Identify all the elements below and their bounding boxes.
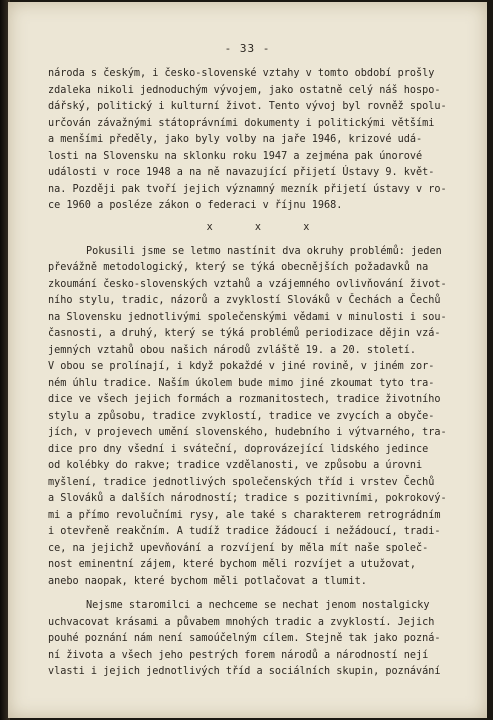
text-line: stylu a způsobu, tradice zvyklostí, tradice ve zvycích a obyče-	[48, 410, 435, 422]
text-line: dice ve všech jejich formách a rozmanitostech, tradice životního	[48, 394, 441, 405]
text-line: jemných vztahů obou našich národů zvláště 19. a 20. století.	[48, 344, 417, 356]
section-separator: x x x	[206, 221, 328, 233]
text-line: ném úhlu tradice. Naším úkolem bude mimo jiné zkoumat tyto tra-	[48, 377, 435, 389]
body-text	[48, 66, 468, 681]
text-line: dářský, politický i kulturní život. Tento vývoj byl rovněž spolu-	[48, 101, 447, 112]
text-line: mi a přímo revolučními rysy, ale také s charakterem retrográdním	[48, 509, 441, 521]
text-line: na Slovensku jednotlivými společenskými vědami v minulosti i sou-	[48, 311, 447, 323]
text-line: i otevřeně reakčním. A tudíž tradice žádoucí i nežádoucí, tradi-	[48, 526, 441, 537]
text-line: V obou se prolínají, i když pokaždé v jiné rovině, v jiném zor-	[48, 361, 435, 372]
paragraph-3	[48, 598, 468, 681]
text-line: ce 1960 a posléze zákon o federaci v říjnu 1968.	[48, 200, 343, 211]
text-line: jích, v projevech umění slovenského, hudebního i výtvarného, tra-	[48, 427, 447, 438]
text-line: určován závažnými státoprávními dokumenty i politickými většími	[48, 117, 435, 129]
text-line: ce, na jejichž upevňování a rozvíjení by měla mít naše společ-	[48, 542, 429, 554]
text-line: na. Později pak tvoří jejich významný mezník přijetí ústavy v ro-	[48, 183, 447, 195]
text-line: převážně metodologický, který se týká obecnějších požadavků na	[48, 262, 429, 273]
text-line: pouhé poznání nám není samoúčelným cílem. Stejně tak jako pozná-	[48, 633, 441, 644]
text-line: události v roce 1948 a na ně navazující přijetí Ústavy 9. květ-	[48, 167, 435, 178]
document-page	[8, 2, 487, 718]
text-line: Nejsme staromilci a nechceme se nechat jenom nostalgicky	[86, 600, 430, 611]
paragraph-1	[48, 66, 468, 215]
text-line: vlasti i jejich jednotlivých tříd a sociálních skupin, poznávání	[48, 666, 441, 677]
text-line: zkoumání česko-slovenských vztahů a vzájemného ovlivňování život-	[48, 278, 447, 290]
text-line: anebo naopak, které bychom měli potlačovat a tlumit.	[48, 575, 367, 587]
text-line: dice pro dny všední i sváteční, doprovázející lidského jedince	[48, 443, 429, 455]
text-line: a menšími předěly, jako byly volby na jaře 1946, krizové udá-	[48, 134, 423, 145]
text-line: a Slováků a dalších národností; tradice s pozitivními, pokrokový-	[48, 493, 447, 504]
text-line: od kolébky do rakve; tradice vzdělanosti, ve způsobu a úrovni	[48, 460, 423, 471]
text-line: losti na Slovensku na sklonku roku 1947 a zejména pak únorové	[48, 150, 423, 162]
text-line: nost eminentní zájem, které bychom měli rozvíjet a utužovat,	[48, 559, 417, 570]
page-number: - 33 -	[224, 42, 271, 55]
text-line: ní života a všech jeho pestrých forem národů a národností nejí	[48, 649, 429, 661]
text-line: časnosti, a druhý, který se týká problémů periodizace dějin vzá-	[48, 328, 441, 339]
paragraph-2	[48, 244, 468, 591]
text-line: ního stylu, tradic, názorů a zvyklostí Slováků v Čechách a Čechů	[48, 295, 441, 306]
text-line: Pokusili jsme se letmo nastínit dva okruhy problémů: jeden	[86, 245, 442, 257]
text-line: národa s českým, i česko-slovenské vztahy v tomto období prošly	[48, 68, 435, 79]
text-line: uchvacovat krásami a půvabem mnohých tradic a zvyklostí. Jejich	[48, 616, 435, 628]
text-line: zdaleka nikoli jednoduchým vývojem, jako ostatně celý náš hospo-	[48, 84, 441, 96]
text-line: myšlení, tradice jednotlivých společenských tříd i vrstev Čechů	[48, 476, 435, 488]
